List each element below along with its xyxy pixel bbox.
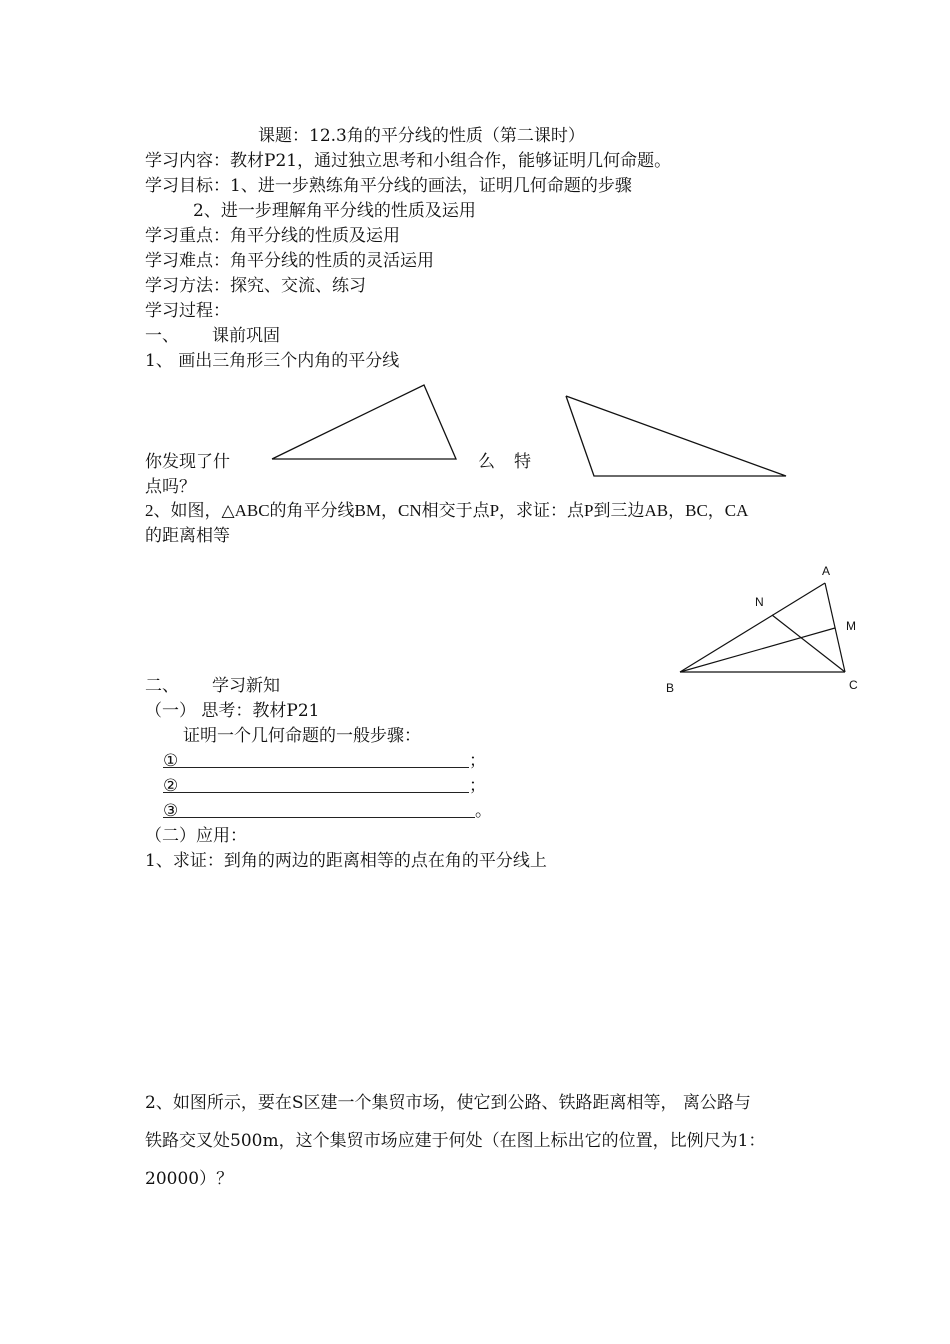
question-1-follow-a: 你发现了什 xyxy=(145,452,230,472)
step-1-end: ； xyxy=(469,751,486,771)
step-2-marker: ② xyxy=(163,776,179,796)
application-2-line-1: 2、如图所示，要在S区建一个集贸市场，使它到公路、铁路距离相等， 离公路与 xyxy=(145,1093,751,1113)
learning-content: 学习内容：教材P21，通过独立思考和小组合作，能够证明几何命题。 xyxy=(145,151,672,171)
label-c: C xyxy=(849,678,858,692)
section-2-heading: 学习新知 xyxy=(212,676,280,696)
learning-focus: 学习重点：角平分线的性质及运用 xyxy=(145,226,400,246)
learning-objective-1: 学习目标：1、进一步熟练角平分线的画法，证明几何命题的步骤 xyxy=(145,176,632,196)
step-3 xyxy=(163,800,492,822)
label-n: N xyxy=(755,595,764,609)
page-title: 课题：12.3角的平分线的性质（第二课时） xyxy=(258,126,585,146)
step-2 xyxy=(163,775,486,797)
label-a: A xyxy=(822,564,831,578)
step-1-marker: ① xyxy=(163,751,179,771)
learning-objective-2: 2、进一步理解角平分线的性质及运用 xyxy=(193,201,476,221)
label-m: M xyxy=(846,619,856,633)
section-2-number: 二、 xyxy=(145,676,179,696)
step-3-end: 。 xyxy=(475,801,492,821)
learning-method: 学习方法：探究、交流、练习 xyxy=(145,276,366,296)
side-ab xyxy=(680,583,825,672)
question-2-line-2: 的距离相等 xyxy=(145,526,230,546)
label-b: B xyxy=(666,681,675,695)
learning-process: 学习过程： xyxy=(145,301,230,321)
section-1-number: 一、 xyxy=(145,326,179,346)
step-3-blank[interactable] xyxy=(163,800,475,821)
step-2-end: ； xyxy=(469,776,486,796)
step-3-marker: ③ xyxy=(163,801,179,821)
bisector-bm xyxy=(680,628,835,672)
question-2-line-1: 2、如图，△ABC的角平分线BM，CN相交于点P，求证：点P到三边AB，BC，CA xyxy=(145,501,749,520)
steps-intro: 证明一个几何命题的一般步骤： xyxy=(183,726,421,746)
subsection-apply: （二）应用： xyxy=(145,826,247,846)
step-2-blank[interactable] xyxy=(163,775,469,796)
step-1 xyxy=(163,750,486,772)
learning-difficulty: 学习难点：角平分线的性质的灵活运用 xyxy=(145,251,434,271)
question-1-follow-d: 点吗？ xyxy=(145,477,196,497)
question-1-follow-c: 特 xyxy=(514,452,531,472)
application-1: 1、求证：到角的两边的距离相等的点在角的平分线上 xyxy=(145,851,547,871)
application-2-line-2: 铁路交叉处500m，这个集贸市场应建于何处（在图上标出它的位置，比例尺为1： xyxy=(145,1131,766,1151)
question-1-follow-b: 么 xyxy=(478,452,495,472)
section-1-heading: 课前巩固 xyxy=(212,326,280,346)
question-1: 1、 画出三角形三个内角的平分线 xyxy=(145,351,400,371)
step-1-blank[interactable] xyxy=(163,750,469,771)
subsection-think: （一） 思考：教材P21 xyxy=(145,701,320,721)
application-2-line-3: 20000）？ xyxy=(145,1169,234,1189)
